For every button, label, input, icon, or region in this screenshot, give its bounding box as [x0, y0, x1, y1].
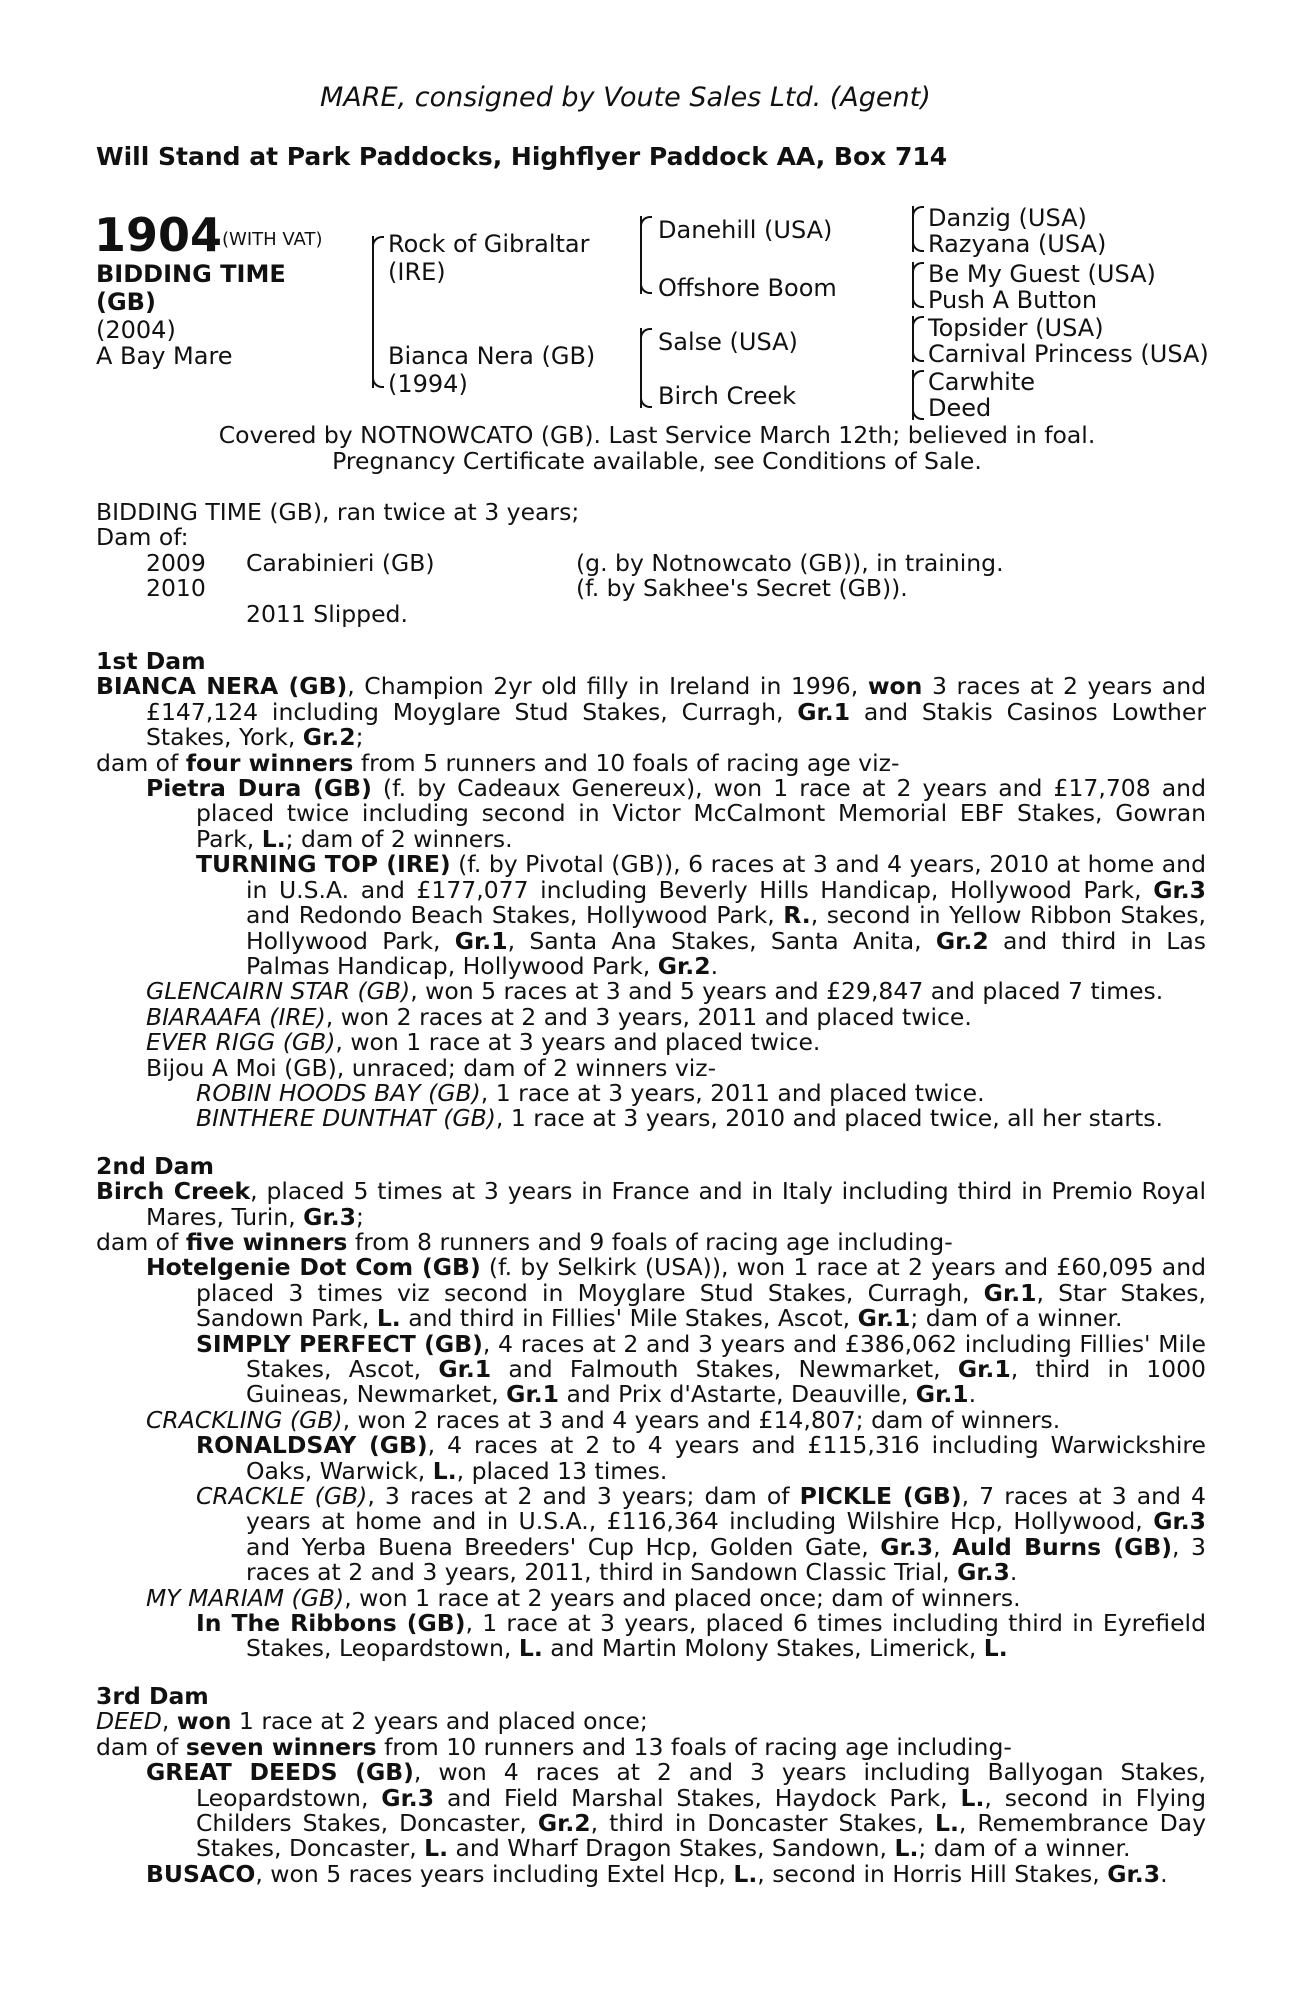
progeny-year: 2010	[146, 574, 206, 603]
third-dam-heading: 3rd Dam	[96, 1681, 209, 1710]
text-run: , second in Yellow Ribbon Stakes, Hollywood Park,	[246, 901, 1206, 955]
text-run: .	[968, 1380, 977, 1409]
dam-name: Bianca Nera (GB)	[388, 342, 596, 370]
progeny-row	[96, 599, 1206, 628]
grade-label: L.	[733, 1859, 758, 1888]
progeny-row	[96, 576, 1206, 601]
text-run: and Prix d'Astarte, Deauville,	[558, 1380, 916, 1409]
grade-label: L.	[894, 1834, 919, 1863]
produce-entry	[96, 1433, 1206, 1484]
pedigree-brace-sd	[912, 262, 924, 308]
grade-label: Gr.2	[302, 723, 356, 752]
pedigree-brace-dd	[912, 370, 924, 420]
text-run: , 7 races at 3 and 4 years at home and in U.S.A., £116,364 including Wilshire Hcp, Hollywood,	[246, 1482, 1207, 1536]
produce-entry	[96, 1255, 1206, 1331]
text-run: from 5 runners and 10 foals of racing age viz-	[353, 748, 900, 777]
grade-label: L.	[432, 1456, 457, 1485]
grade-label: Gr.3	[957, 1558, 1010, 1587]
horse-year: (2004)	[96, 316, 176, 344]
sire-sire-dam: Razyana (USA)	[928, 230, 1107, 258]
produce-entry	[96, 1760, 1206, 1862]
grade-label: Gr.3	[880, 1532, 934, 1561]
text-run: , won 2 races at 2 and 3 years, 2011 and placed twice.	[325, 1002, 972, 1031]
grade-label: L.	[376, 1304, 401, 1333]
horse-name: BIDDING TIME	[96, 260, 286, 288]
text-run: , Champion 2yr old filly in Ireland in 1996,	[347, 672, 868, 701]
pedigree-brace-main	[372, 236, 384, 388]
text-run: dam of	[96, 1732, 186, 1761]
pedigree-brace-sire	[640, 216, 652, 294]
first-dam-record	[96, 674, 1206, 750]
first-dam-produce-summary	[96, 748, 1206, 777]
mare-record: BIDDING TIME (GB), ran twice at 3 years;	[96, 498, 580, 526]
text-run: ;	[355, 723, 364, 752]
dam-sire-dam: Carnival Princess (USA)	[928, 340, 1209, 368]
text-run: , placed 5 times at 3 years in France and in Italy including third in Premio Royal Mares, Turin,	[146, 1177, 1206, 1231]
produce-name: PICKLE (GB)	[799, 1482, 962, 1511]
sire-dam-dam: Push A Button	[928, 286, 1098, 314]
progeny-name	[246, 576, 576, 601]
text-run: , won 1 race at 2 years and placed once; dam of winners.	[344, 1583, 1021, 1612]
grade-label: Gr.2	[657, 951, 711, 980]
text-run: ; dam of a winner.	[910, 1304, 1123, 1333]
produce-name: GREAT DEEDS (GB)	[146, 1758, 414, 1787]
text-run: , Remembrance Day Stakes, Doncaster,	[196, 1808, 1206, 1863]
winners-count: four winners	[185, 748, 354, 777]
grade-label: Gr.1	[983, 1278, 1037, 1307]
text-run: ; dam of a winner.	[918, 1834, 1131, 1863]
winners-count: five winners	[185, 1227, 348, 1256]
text-run: , won 2 races at 3 and 4 years and £14,807; dam of winners.	[342, 1405, 1061, 1434]
sale-heading: MARE, consigned by Voute Sales Ltd. (Agent)	[320, 82, 931, 113]
produce-entry	[96, 1106, 1206, 1131]
text-run: and Field Marshal Stakes, Haydock Park,	[434, 1783, 961, 1812]
produce-entry	[96, 1002, 1206, 1031]
produce-entry	[96, 1583, 1206, 1612]
pedigree-brace-ss	[912, 206, 924, 252]
third-dam-name: DEED	[96, 1707, 162, 1736]
text-run: .	[710, 951, 719, 980]
produce-name: Hotelgenie Dot Com (GB)	[146, 1253, 481, 1282]
sire-dam: Offshore Boom	[658, 274, 837, 302]
text-run: and Redondo Beach Stakes, Hollywood Park,	[246, 901, 784, 930]
winners-count: seven winners	[185, 1732, 377, 1761]
text-run: ; dam of 2 winners.	[285, 824, 513, 853]
progeny-row	[96, 548, 1206, 577]
grade-label: Gr.3	[381, 1783, 435, 1812]
text-run: , 3 races at 2 and 3 years; dam of	[367, 1482, 800, 1511]
first-dam-heading: 1st Dam	[96, 647, 206, 676]
produce-name: GLENCAIRN STAR (GB)	[146, 977, 411, 1006]
produce-name: BUSACO	[146, 1859, 256, 1888]
produce-entry	[96, 852, 1206, 979]
text-run: (f. by Pivotal (GB)), 6 races at 3 and 4 years, 2010 at home and in U.S.A. and £177,077 including Beverly Hills Handicap, Hollywood Park,	[246, 850, 1206, 904]
grade-label: Gr.3	[1153, 1507, 1206, 1536]
text-run: and third in Fillies' Mile Stakes, Ascot,	[400, 1304, 858, 1333]
text-run: from 8 runners and 9 foals of racing age including-	[347, 1227, 953, 1256]
text-run: (f. by Cadeaux Genereux), won 1 race at 2 years and £17,708 and placed twice including second in Victor McCalmont Memorial EBF Stakes, Gowran Park,	[196, 774, 1206, 853]
third-dam-produce-summary	[96, 1732, 1206, 1761]
text-run: and Stakis Casinos Lowther Stakes, York,	[146, 697, 1206, 752]
text-run: .	[1160, 1859, 1168, 1888]
grade-label: Gr.3	[1107, 1859, 1161, 1888]
produce-name: MY MARIAM (GB)	[146, 1583, 345, 1612]
second-dam-produce-summary	[96, 1227, 1206, 1256]
grade-label: Gr.1	[438, 1355, 492, 1383]
grade-label: Gr.2	[935, 926, 989, 955]
text-run: , third in 1000 Guineas, Newmarket,	[246, 1355, 1206, 1409]
text-run: , 1 race at 3 years, placed 6 times including third in Eyrefield Stakes, Leopardstown,	[246, 1609, 1206, 1663]
dam-of-label: Dam of:	[96, 523, 189, 552]
grade-label: L.	[424, 1834, 449, 1863]
grade-label: Gr.1	[797, 697, 851, 726]
won-label: won	[867, 672, 923, 701]
covered-line: Covered by NOTNOWCATO (GB). Last Service March 12th; believed in foal.	[218, 421, 1096, 449]
pregnancy-note: Pregnancy Certificate available, see Conditions of Sale.	[332, 447, 982, 475]
text-run: , 4 races at 2 and 3 years and £386,062 including Fillies' Mile Stakes, Ascot,	[246, 1329, 1207, 1383]
produce-entry	[96, 1611, 1206, 1662]
text-run: , Star Stakes, Sandown Park,	[196, 1278, 1207, 1333]
horse-country: (GB)	[96, 288, 156, 316]
text-run: , 1 race at 3 years, 2011 and placed twice.	[480, 1078, 985, 1107]
text-run: from 10 runners and 13 foals of racing age including-	[376, 1732, 1012, 1761]
text-run: and Yerba Buena Breeders' Cup Hcp, Golden Gate,	[246, 1532, 881, 1561]
text-run: ;	[355, 1202, 364, 1231]
produce-entry	[96, 1484, 1206, 1586]
text-run: , 1 race at 3 years, 2010 and placed twice, all her starts.	[495, 1104, 1164, 1133]
produce-entry	[96, 979, 1206, 1004]
vat-note: (WITH VAT)	[222, 229, 323, 250]
dam-sire-sire: Topsider (USA)	[928, 314, 1104, 342]
text-run: (f. by Selkirk (USA)), won 1 race at 2 years and £60,095 and placed 3 times viz second in Moyglare Stud Stakes, Curragh,	[196, 1253, 1207, 1307]
produce-name: ROBIN HOODS BAY (GB)	[196, 1078, 481, 1107]
grade-label: L.	[983, 1634, 1008, 1663]
produce-entry	[96, 776, 1206, 852]
text-run: and Falmouth Stakes, Newmarket,	[491, 1355, 958, 1383]
third-dam-record	[96, 1709, 1206, 1734]
sire-name: Rock of Gibraltar	[388, 230, 590, 258]
produce-name: TURNING TOP (IRE)	[196, 850, 451, 879]
produce-name: In The Ribbons (GB)	[196, 1609, 466, 1638]
dam-dam-dam: Deed	[928, 394, 992, 422]
text-run: and Wharf Dragon Stakes, Sandown,	[448, 1834, 895, 1863]
text-run: , 4 races at 2 to 4 years and £115,316 including Warwickshire Oaks, Warwick,	[246, 1431, 1207, 1485]
catalogue-body	[96, 500, 1206, 1887]
text-run: , second in Flying Childers Stakes, Doncaster,	[196, 1783, 1206, 1837]
dam-sire: Salse (USA)	[658, 328, 798, 356]
text-run: , second in Horris Hill Stakes,	[757, 1859, 1108, 1888]
text-run: , won 5 races years including Extel Hcp,	[255, 1859, 734, 1888]
text-run: , third in Doncaster Stakes,	[590, 1808, 935, 1837]
grade-label: L.	[518, 1634, 543, 1663]
sire-sire: Danehill (USA)	[658, 216, 833, 244]
text-run: 1 race at 2 years and placed once;	[231, 1707, 648, 1736]
produce-name: RONALDSAY (GB)	[196, 1431, 428, 1460]
second-dam-name: Birch Creek	[96, 1177, 251, 1206]
second-dam-heading: 2nd Dam	[96, 1151, 214, 1180]
won-label: won	[176, 1707, 232, 1736]
text-run: ,	[161, 1707, 177, 1736]
grade-label: R.	[783, 901, 811, 930]
produce-entry	[96, 1405, 1206, 1434]
text-run: and Martin Molony Stakes, Limerick,	[542, 1634, 984, 1663]
grade-label: L.	[261, 824, 286, 853]
first-dam-name: BIANCA NERA (GB)	[96, 672, 348, 701]
horse-description: A Bay Mare	[96, 342, 233, 370]
produce-name: EVER RIGG (GB)	[146, 1028, 336, 1057]
dam-dam-sire: Carwhite	[928, 368, 1036, 396]
sire-country: (IRE)	[388, 258, 446, 286]
grade-label: Gr.1	[506, 1380, 559, 1409]
slipped-note: 2011 Slipped.	[246, 599, 408, 628]
grade-label: Gr.1	[857, 1304, 911, 1333]
grade-label: Gr.1	[915, 1380, 969, 1409]
grade-label: L.	[935, 1808, 959, 1837]
text-run: .	[1009, 1558, 1018, 1587]
text-run: , placed 13 times.	[456, 1456, 668, 1485]
stand-location: Will Stand at Park Paddocks, Highflyer Paddock AA, Box 714	[96, 142, 948, 171]
pedigree-brace-dam	[640, 328, 652, 408]
produce-name: SIMPLY PERFECT (GB)	[196, 1329, 483, 1358]
produce-name: CRACKLE (GB)	[196, 1482, 368, 1511]
grade-label: Gr.1	[454, 926, 508, 955]
text-run: , won 4 races at 2 and 3 years including Ballyogan Stakes, Leopardstown,	[196, 1758, 1207, 1812]
produce-name: BINTHERE DUNTHAT (GB)	[196, 1104, 496, 1133]
grade-label: Gr.3	[1153, 875, 1206, 904]
grade-label: L.	[960, 1783, 985, 1812]
text-run: , won 1 race at 3 years and placed twice.	[335, 1028, 821, 1057]
produce-entry: Bijou A Moi (GB), unraced; dam of 2 winners viz-	[146, 1053, 717, 1082]
sire-dam-sire: Be My Guest (USA)	[928, 260, 1156, 288]
text-run: , Santa Ana Stakes, Santa Anita,	[507, 926, 936, 955]
grade-label: Gr.3	[303, 1202, 356, 1231]
sire-sire-sire: Danzig (USA)	[928, 204, 1087, 232]
produce-entry	[96, 1078, 1206, 1107]
progeny-name: Carabinieri (GB)	[246, 548, 435, 577]
dam-year: (1994)	[388, 370, 468, 398]
produce-entry	[96, 1030, 1206, 1055]
produce-name: Auld Burns (GB)	[952, 1532, 1173, 1561]
produce-entry	[96, 1859, 1206, 1888]
lot-number: 1904	[94, 208, 223, 262]
grade-label: Gr.2	[537, 1808, 591, 1837]
progeny-year: 2009	[146, 548, 206, 577]
text-run: dam of	[96, 1227, 186, 1256]
text-run: ,	[933, 1532, 953, 1561]
produce-entry	[96, 1329, 1207, 1409]
text-run: , 3 races at 2 and 3 years, 2011, third in Sandown Classic Trial,	[246, 1532, 1206, 1587]
grade-label: Gr.1	[957, 1355, 1011, 1383]
text-run: and third in Las Palmas Handicap, Hollywood Park,	[246, 926, 1207, 980]
pedigree-brace-ds	[912, 316, 924, 362]
progeny-detail: (g. by Notnowcato (GB)), in training.	[576, 548, 1004, 577]
produce-name: Pietra Dura (GB)	[146, 774, 372, 803]
dam-dam: Birch Creek	[658, 382, 797, 410]
text-run: , won 5 races at 3 and 5 years and £29,847 and placed 7 times.	[410, 977, 1164, 1006]
progeny-detail: (f. by Sakhee's Secret (GB)).	[576, 574, 908, 603]
second-dam-record	[96, 1179, 1206, 1230]
produce-name: BIARAAFA (IRE)	[146, 1002, 326, 1031]
produce-name: CRACKLING (GB)	[146, 1405, 343, 1434]
text-run: 3 races at 2 years and £147,124 including Moyglare Stud Stakes, Curragh,	[146, 672, 1207, 726]
text-run: dam of	[96, 748, 186, 777]
